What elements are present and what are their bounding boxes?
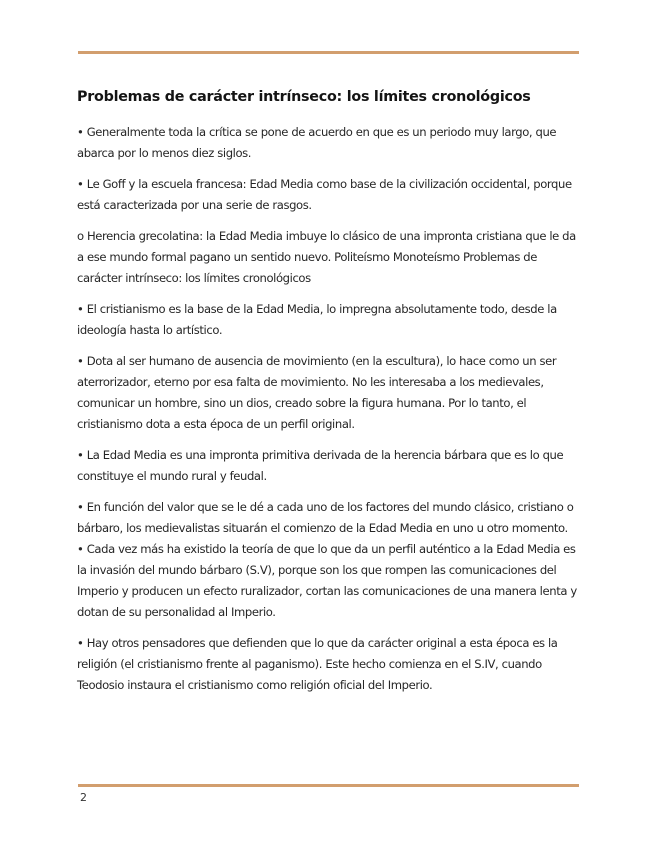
paragraph-9: • Hay otros pensadores que defienden que lo que da carácter original a esta época es la religión (el cristianismo frente al paganismo). Este hecho comienza en el S.IV, cuando Teodosio instaura el cristianismo como religión oficial del Imperio.	[77, 636, 558, 692]
section-heading: Problemas de carácter intrínseco: los límites cronológicos	[77, 89, 531, 105]
bottom-rule	[78, 784, 579, 787]
paragraph-4: • El cristianismo es la base de la Edad Media, lo impregna absolutamente todo, desde la ideología hasta lo artístico.	[77, 302, 557, 337]
paragraph-6: • La Edad Media es una impronta primitiva derivada de la herencia bárbara que es lo que constituye el mundo rural y feudal.	[77, 448, 564, 483]
top-rule	[78, 51, 579, 54]
paragraph-2: • Le Goff y la escuela francesa: Edad Media como base de la civilización occidental, porque está caracterizada por una serie de rasgos.	[77, 177, 572, 212]
paragraph-1: • Generalmente toda la crítica se pone de acuerdo en que es un periodo muy largo, que abarca por lo menos diez siglos.	[77, 125, 557, 160]
paragraph-7: • En función del valor que se le dé a cada uno de los factores del mundo clásico, cristiano o bárbaro, los medievalistas situarán el comienzo de la Edad Media en uno u otro momento.	[77, 500, 574, 535]
paragraph-5: • Dota al ser humano de ausencia de movimiento (en la escultura), lo hace como un ser aterrorizador, eterno por esa falta de movimiento. No les interesaba a los medievales, comunicar un hombre, sino un dios, creado sobre la figura humana. Por lo tanto, el cristianismo dota a esta época de un perfil original.	[77, 354, 557, 431]
page-content	[77, 86, 579, 706]
page-number: 2	[80, 791, 87, 804]
paragraph-3: o Herencia grecolatina: la Edad Media imbuye lo clásico de una impronta cristiana que le da a ese mundo formal pagano un sentido nuevo. Politeísmo Monoteísmo Problemas de carácter intrínseco: los límites cronológicos	[77, 229, 576, 285]
paragraph-8: • Cada vez más ha existido la teoría de que lo que da un perfil auténtico a la Edad Media es la invasión del mundo bárbaro (S.V), porque son los que rompen las comunicaciones del Imperio y producen un efecto ruralizador, cortan las comunicaciones de una manera lenta y dotan de su personalidad al Imperio.	[77, 542, 577, 619]
